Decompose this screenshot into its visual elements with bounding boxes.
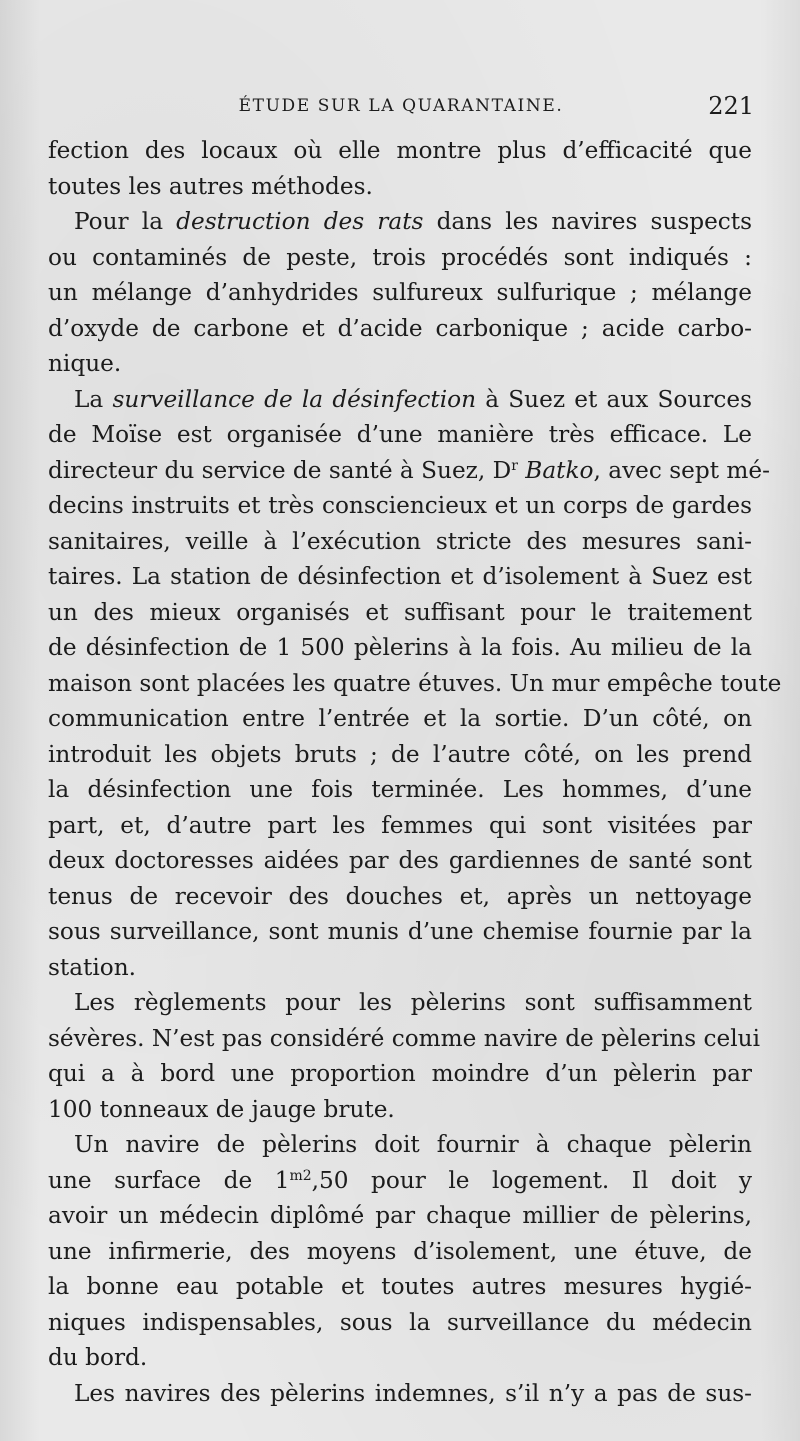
text-line: du bord.	[48, 1344, 148, 1371]
text-line: sévères. N’est pas considéré comme navire de pèlerins celui	[48, 1024, 761, 1052]
text-line: directeur du service de santé à Suez, $D^r$ Batko, avec sept mé-	[48, 456, 770, 484]
text-line: La surveillance de la désinfection à Suez et aux Sources	[74, 385, 753, 413]
text-line: la désinfection une fois terminée. Les hommes, d’une	[48, 776, 752, 803]
text-line: nique.	[48, 350, 122, 377]
text-line: d’oxyde de carbone et d’acide carbonique ; acide carbo-	[48, 314, 752, 342]
page-number: 221	[708, 92, 754, 120]
text-line: maison sont placées les quatre étuves. Un mur empêche toute	[48, 669, 782, 697]
text-line: toutes les autres méthodes.	[48, 172, 373, 200]
text-line: Pour la destruction des rats dans les navires suspects	[74, 208, 752, 235]
running-head	[48, 92, 754, 128]
text-line: communication entre l’entrée et la sortie. D’un côté, on	[48, 705, 752, 732]
text-line: sanitaires, veille à l’exécution stricte des mesures sani-	[48, 527, 752, 555]
text-line: taires. La station de désinfection et d’isolement à Suez est	[48, 563, 752, 590]
text-line: deux doctoresses aidées par des gardiennes de santé sont	[48, 847, 752, 874]
text-line: une infirmerie, des moyens d’isolement, une étuve, de	[48, 1237, 752, 1265]
text-line: fection des locaux où elle montre plus d’efficacité que	[48, 137, 752, 164]
superscript: m2	[289, 1167, 312, 1184]
italic-text: destruction des rats	[176, 208, 424, 235]
text-line: avoir un médecin diplômé par chaque millier de pèlerins,	[48, 1202, 752, 1229]
text-line: niques indispensables, sous la surveillance du médecin	[48, 1308, 752, 1336]
italic-text: Batko	[525, 456, 594, 484]
italic-text: surveillance de la désinfection	[112, 385, 477, 413]
text-line: Un navire de pèlerins doit fournir à chaque pèlerin	[74, 1131, 752, 1158]
text-line: station.	[48, 953, 137, 981]
text-line: un mélange d’anhydrides sulfureux sulfurique ; mélange	[48, 279, 752, 306]
body-text	[48, 133, 782, 1411]
text-line: sous surveillance, sont munis d’une chemise fournie par la	[48, 918, 752, 945]
text-line: de désinfection de 1 500 pèlerins à la fois. Au milieu de la	[48, 634, 752, 661]
text-line: 100 tonneaux de jauge brute.	[48, 1095, 395, 1123]
text-line: Les règlements pour les pèlerins sont suffisamment	[74, 989, 752, 1016]
text-line: Les navires des pèlerins indemnes, s’il n’y a pas de sus-	[74, 1379, 752, 1407]
running-title: ÉTUDE SUR LA QUARANTAINE.	[238, 96, 564, 116]
text-line: une surface de $1^{m2},50$ pour le logement. Il doit y	[48, 1166, 752, 1194]
text-line: la bonne eau potable et toutes autres mesures hygié-	[48, 1273, 752, 1300]
text-line: de Moïse est organisée d’une manière très efficace. Le	[48, 421, 752, 448]
text-line: qui a à bord une proportion moindre d’un pèlerin par	[48, 1060, 752, 1087]
text-line: decins instruits et très consciencieux et un corps de gardes	[48, 492, 752, 519]
superscript: r	[511, 457, 518, 474]
text-line: un des mieux organisés et suffisant pour le traitement	[48, 598, 752, 626]
text-line: tenus de recevoir des douches et, après un nettoyage	[48, 882, 752, 910]
text-line: part, et, d’autre part les femmes qui sont visitées par	[48, 811, 752, 839]
text-line: ou contaminés de peste, trois procédés sont indiqués :	[48, 243, 752, 271]
text-line: introduit les objets bruts ; de l’autre côté, on les prend	[48, 740, 752, 768]
